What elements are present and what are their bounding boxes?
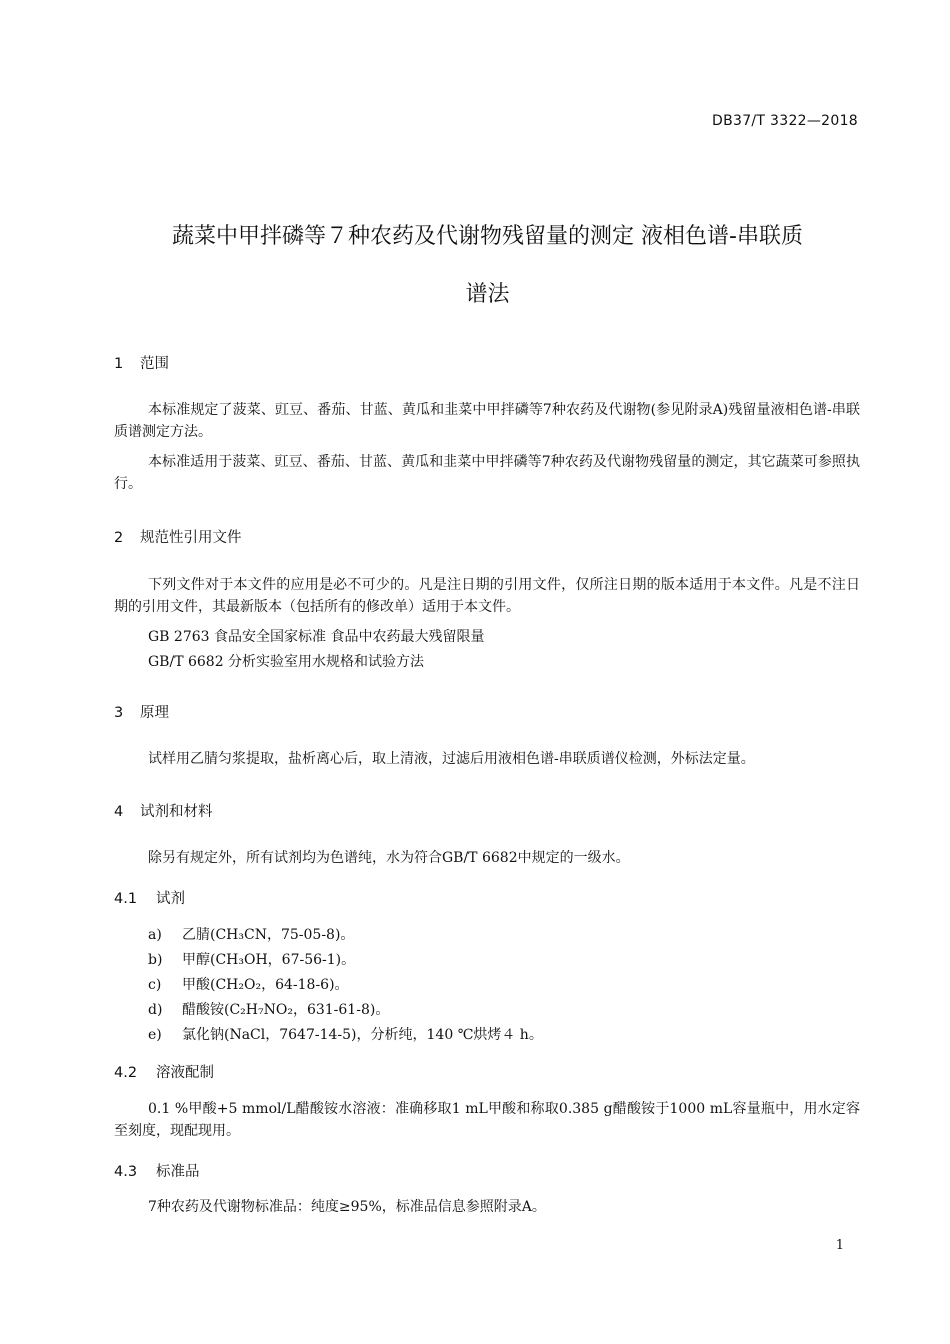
section-label: 溶液配制 <box>156 1065 214 1081</box>
list-marker: e) <box>148 1027 162 1043</box>
title-line-2: 谱法 <box>465 282 510 307</box>
section-number: 4 <box>114 804 124 820</box>
section-label: 范围 <box>140 356 169 372</box>
title-line-1: 蔬菜中甲拌磷等７种农药及代谢物残留量的测定 液相色谱-串联质 <box>172 224 803 249</box>
section-number: 4.2 <box>114 1065 138 1081</box>
reagent-item <box>148 924 354 944</box>
reagent-item <box>148 974 349 994</box>
section-number: 4.3 <box>114 1164 138 1180</box>
standard-code: DB37/T 3322—2018 <box>712 113 858 129</box>
section-1-paragraph-1: 本标准规定了菠菜、豇豆、番茄、甘蓝、黄瓜和韭菜中甲拌磷等7种农药及代谢物(参见附录A)残留量液相色谱-串联质谱测定方法。 <box>114 402 860 440</box>
section-number: 1 <box>114 356 124 372</box>
list-text: 氯化钠(NaCl，7647-14-5)，分析纯，140 ℃烘烤４ h。 <box>182 1027 543 1043</box>
reference-item: GB/T 6682 分析实验室用水规格和试验方法 <box>148 654 425 670</box>
page-number: 1 <box>835 1238 844 1253</box>
list-marker: c) <box>148 977 162 993</box>
section-number: 2 <box>114 530 124 546</box>
section-number: 3 <box>114 705 124 721</box>
section-label: 原理 <box>140 705 169 721</box>
section-2-heading <box>114 526 242 547</box>
section-4-1-heading <box>114 887 185 908</box>
section-4-3-heading <box>114 1160 200 1181</box>
list-text: 醋酸铵(C₂H₇NO₂，631-61-8)。 <box>182 1002 390 1018</box>
reference-item: GB 2763 食品安全国家标准 食品中农药最大残留限量 <box>148 629 485 645</box>
list-text: 甲醇(CH₃OH，67-56-1)。 <box>182 952 356 968</box>
reagent-item <box>148 1024 543 1044</box>
section-label: 标准品 <box>156 1164 200 1180</box>
list-marker: b) <box>148 952 163 968</box>
section-label: 规范性引用文件 <box>140 530 242 546</box>
reagent-item <box>148 999 389 1019</box>
list-marker: d) <box>148 1002 163 1018</box>
section-label: 试剂 <box>156 891 185 907</box>
section-1-paragraph-2: 本标准适用于菠菜、豇豆、番茄、甘蓝、黄瓜和韭菜中甲拌磷等7种农药及代谢物残留量的测定，其它蔬菜可参照执行。 <box>114 454 860 492</box>
list-marker: a) <box>148 927 162 943</box>
list-text: 乙腈(CH₃CN，75-05-8)。 <box>182 927 355 943</box>
list-text: 甲酸(CH₂O₂，64-18-6)。 <box>182 977 349 993</box>
section-2-paragraph-1: 下列文件对于本文件的应用是必不可少的。凡是注日期的引用文件，仅所注日期的版本适用于本文件。凡是不注日期的引用文件，其最新版本（包括所有的修改单）适用于本文件。 <box>114 577 860 615</box>
section-4-paragraph-1: 除另有规定外，所有试剂均为色谱纯，水为符合GB/T 6682中规定的一级水。 <box>148 850 630 866</box>
section-4-3-paragraph-1: 7种农药及代谢物标准品：纯度≥95%，标准品信息参照附录A。 <box>148 1199 546 1215</box>
section-3-heading <box>114 701 169 722</box>
section-3-paragraph-1: 试样用乙腈匀浆提取，盐析离心后，取上清液，过滤后用液相色谱-串联质谱仪检测，外标法定量。 <box>148 751 755 767</box>
document-title <box>100 208 875 324</box>
section-number: 4.1 <box>114 891 138 907</box>
reagent-item <box>148 949 355 969</box>
section-4-2-paragraph-1: 0.1 %甲酸+5 mmol/L醋酸铵水溶液：准确移取1 mL甲酸和称取0.385 g醋酸铵于1000 mL容量瓶中，用水定容至刻度，现配现用。 <box>114 1101 860 1139</box>
section-label: 试剂和材料 <box>140 804 213 820</box>
section-1-heading <box>114 352 169 373</box>
section-4-heading <box>114 800 213 821</box>
section-4-2-heading <box>114 1061 214 1082</box>
